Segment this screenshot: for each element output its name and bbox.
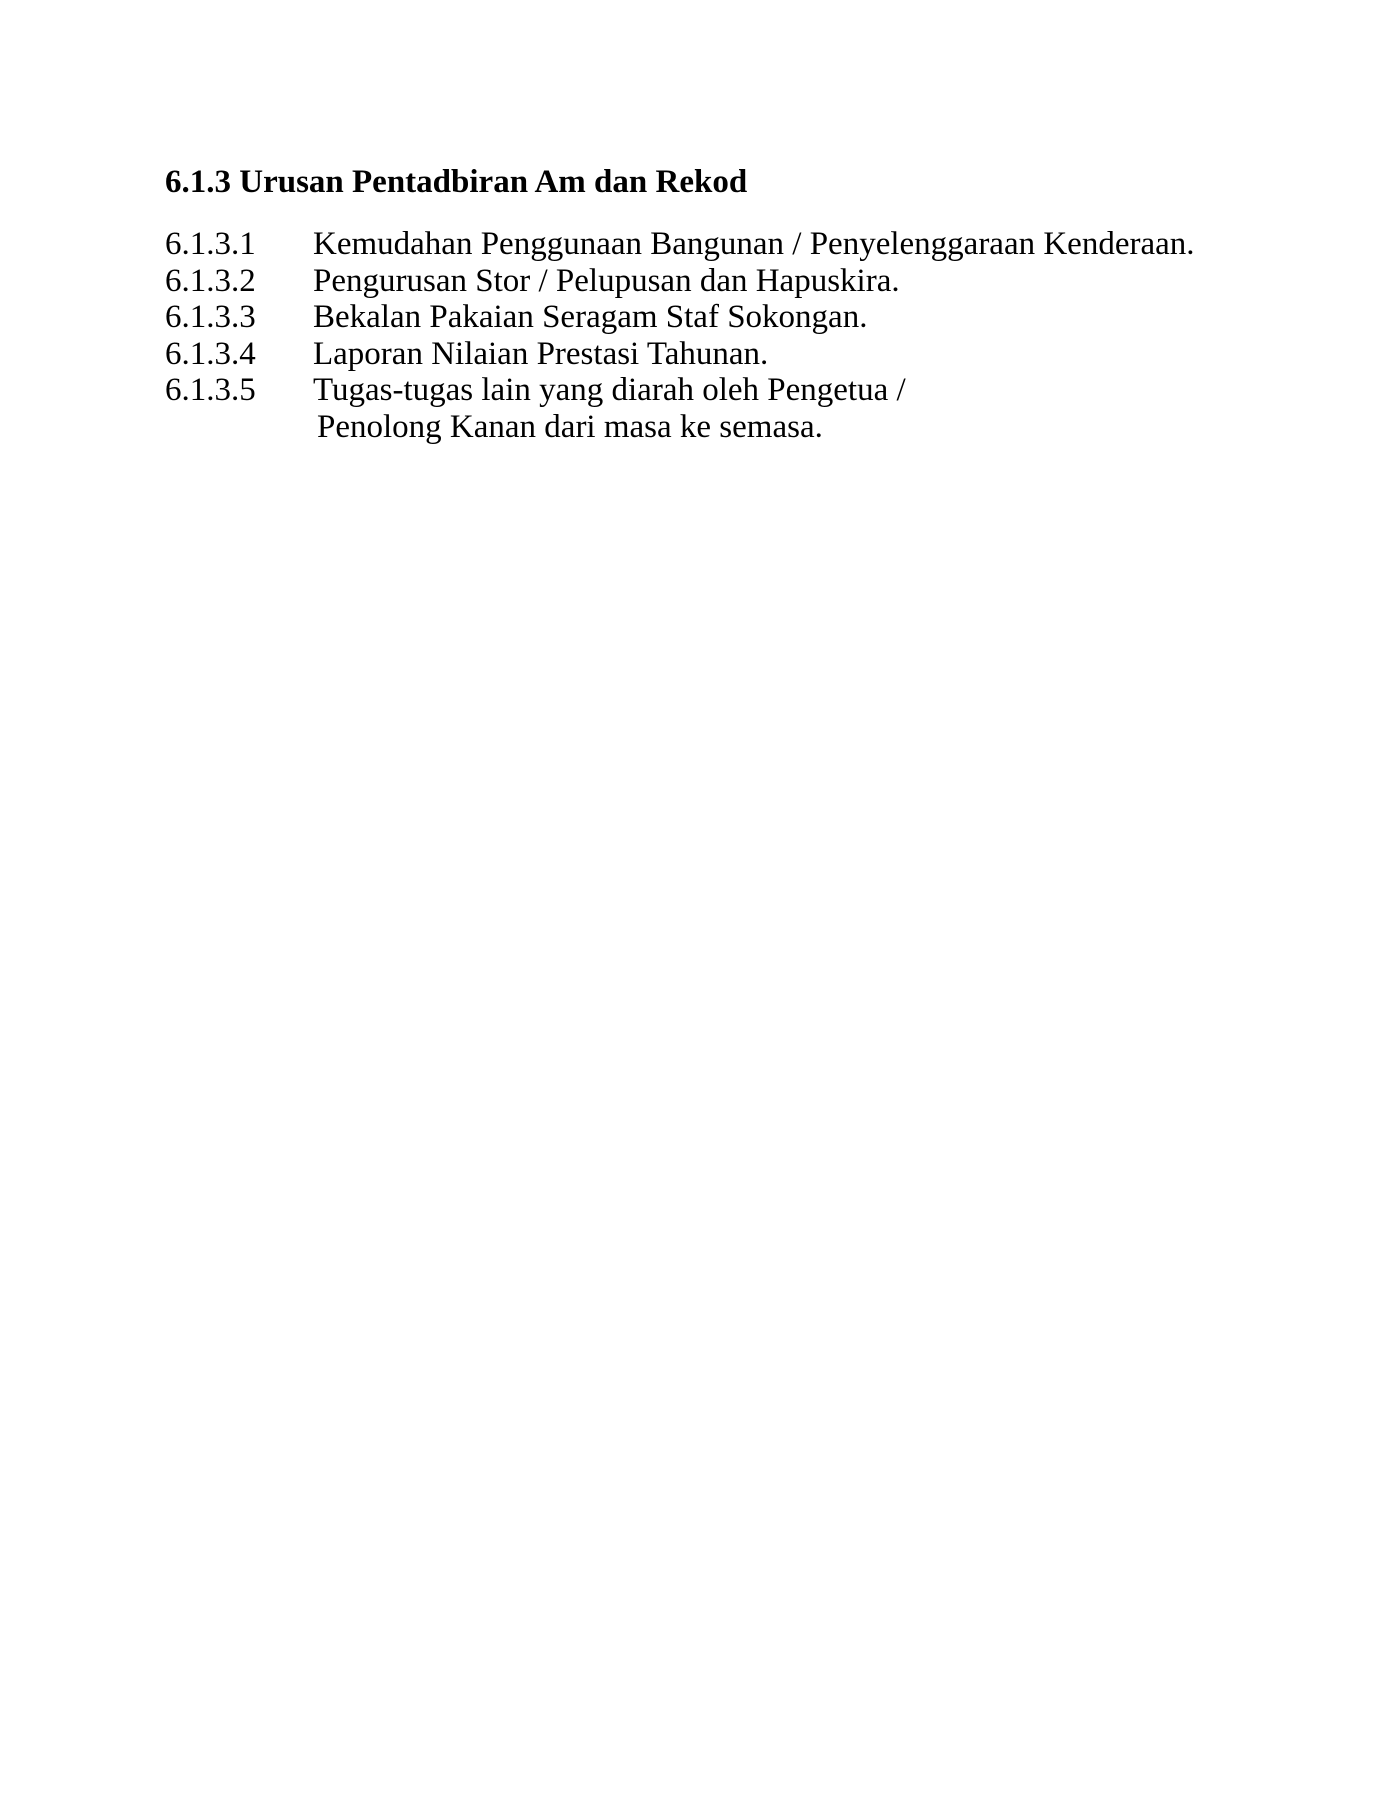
item-number: 6.1.3.4 bbox=[165, 335, 256, 372]
page-content bbox=[165, 164, 1245, 446]
list-item bbox=[165, 299, 1245, 336]
item-number: 6.1.3.5 bbox=[165, 372, 256, 409]
item-text-line1: Tugas-tugas lain yang diarah oleh Pengetua / bbox=[313, 372, 906, 409]
item-number: 6.1.3.3 bbox=[165, 299, 256, 336]
item-text bbox=[313, 372, 1245, 445]
item-text: Laporan Nilaian Prestasi Tahunan. bbox=[313, 335, 769, 372]
list-item bbox=[165, 372, 1245, 445]
list-item bbox=[165, 263, 1245, 300]
list-item bbox=[165, 226, 1245, 263]
section-heading: 6.1.3 Urusan Pentadbiran Am dan Rekod bbox=[165, 164, 748, 200]
item-text-line2: Penolong Kanan dari masa ke semasa. bbox=[317, 408, 823, 445]
item-number: 6.1.3.1 bbox=[165, 226, 256, 262]
list-item bbox=[165, 336, 1245, 373]
item-number: 6.1.3.2 bbox=[165, 262, 256, 299]
item-text: Pengurusan Stor / Pelupusan dan Hapuskira. bbox=[313, 262, 900, 299]
item-text: Kemudahan Penggunaan Bangunan / Penyelenggaraan Kenderaan. bbox=[313, 226, 1195, 262]
duty-list bbox=[165, 226, 1245, 446]
item-text: Bekalan Pakaian Seragam Staf Sokongan. bbox=[313, 299, 868, 336]
